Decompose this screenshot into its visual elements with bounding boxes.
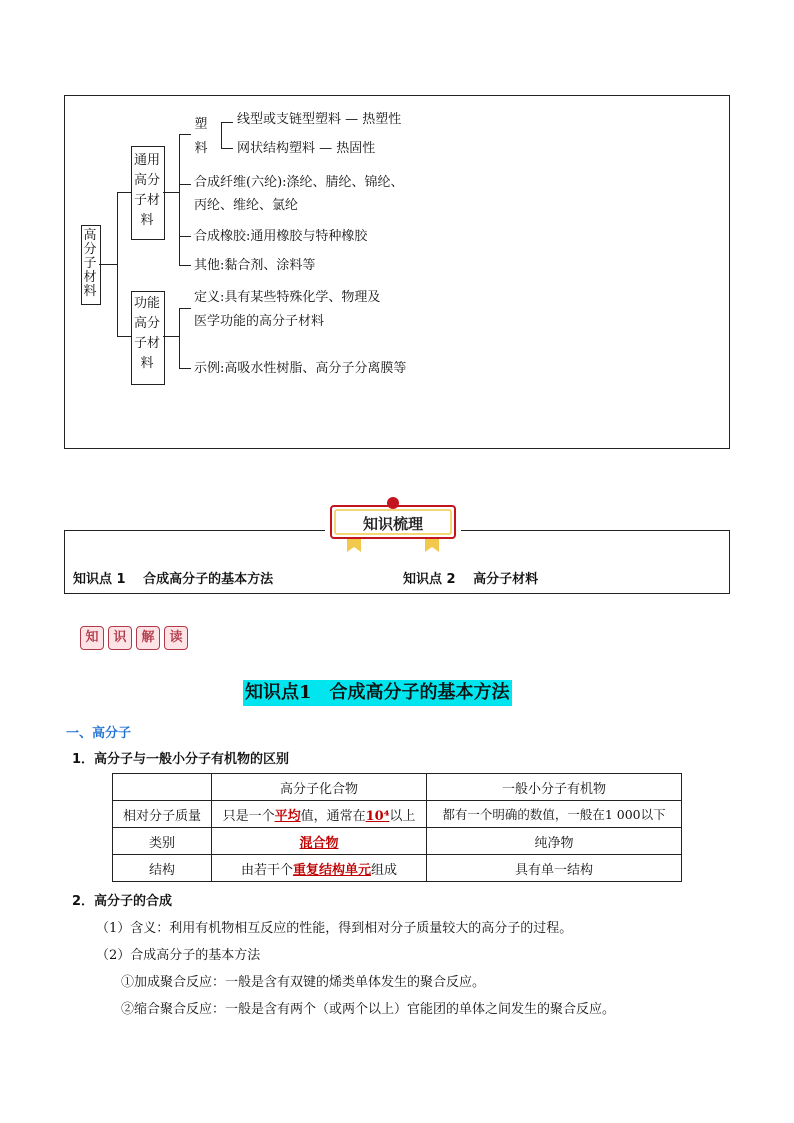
plastic-branch-1	[221, 122, 233, 123]
key-term: 重复结构单元	[292, 862, 371, 878]
key-term: 10⁴	[365, 808, 390, 824]
paragraph-methods: （2）合成高分子的基本方法	[96, 948, 261, 963]
key-term: 平均	[274, 808, 301, 824]
table-header-cell: 高分子化合物	[212, 774, 427, 801]
table-cell: 纯净物	[427, 828, 682, 855]
functional-connector-h	[163, 336, 179, 337]
general-connector-h	[163, 192, 179, 193]
cell-text: 由若干个	[240, 862, 293, 878]
functional-branch-example	[179, 368, 191, 369]
general-branch-other	[179, 265, 191, 266]
root-bracket-v	[117, 192, 118, 336]
row-label: 相对分子质量	[113, 801, 212, 828]
table-row	[113, 855, 682, 882]
badge-char-2: 识	[108, 626, 132, 650]
general-branch-fiber	[179, 184, 191, 185]
fiber-line-1: 合成纤维(六纶):涤纶、腈纶、锦纶、	[194, 175, 404, 190]
cell-text: 值，通常在	[300, 808, 366, 824]
paragraph-addition-polymerization: ①加成聚合反应：一般是含有双键的烯类单体发生的聚合反应。	[121, 975, 486, 990]
badge-char-3: 解	[136, 626, 160, 650]
fiber-line-2: 丙纶、维纶、氯纶	[194, 198, 299, 213]
functional-bracket-v	[179, 308, 180, 368]
subheading-difference: 1．高分子与一般小分子有机物的区别	[72, 752, 290, 767]
definition-line-2: 医学功能的高分子材料	[194, 314, 325, 329]
knowledge-reading-badge	[80, 626, 192, 650]
row-label: 类别	[113, 828, 212, 855]
table-row	[113, 828, 682, 855]
cell-text: 组成	[371, 862, 398, 878]
definition-line-1: 定义:具有某些特殊化学、物理及	[194, 290, 381, 305]
functional-materials-label: 功能高分子材料	[133, 296, 160, 371]
row-label: 结构	[113, 855, 212, 882]
subheading-synthesis: 2．高分子的合成	[72, 894, 173, 909]
review-knowledge-point-2[interactable]: 知识点 2 高分子材料	[403, 572, 539, 587]
table-cell	[212, 855, 427, 882]
cell-text: 只是一个	[222, 808, 275, 824]
table-cell	[212, 801, 427, 828]
rubber-item: 合成橡胶:通用橡胶与特种橡胶	[194, 229, 368, 244]
other-item: 其他:黏合剂、涂料等	[194, 258, 316, 273]
plastic-item-thermoset: 网状结构塑料 — 热固性	[237, 141, 376, 156]
plastic-label: 塑料	[194, 117, 208, 156]
example-item: 示例:高吸水性树脂、高分子分离膜等	[194, 361, 407, 376]
heading-polymers: 一、高分子	[66, 726, 132, 741]
general-bracket-v	[179, 134, 180, 265]
comparison-table	[112, 773, 682, 882]
badge-char-4: 读	[164, 626, 188, 650]
table-row	[113, 801, 682, 828]
key-term: 混合物	[299, 835, 339, 851]
cell-text: 以上	[389, 808, 416, 824]
plastic-bracket-v	[221, 122, 222, 148]
functional-branch-def	[179, 308, 191, 309]
plastic-item-thermoplastic: 线型或支链型塑料 — 热塑性	[237, 112, 402, 127]
review-knowledge-point-1[interactable]: 知识点 1 合成高分子的基本方法	[73, 572, 274, 587]
paragraph-condensation-polymerization: ②缩合聚合反应：一般是含有两个（或两个以上）官能团的单体之间发生的聚合反应。	[121, 1002, 616, 1017]
general-branch-rubber	[179, 236, 191, 237]
root-connector-h	[99, 264, 117, 265]
table-cell: 具有单一结构	[427, 855, 682, 882]
general-branch-plastic	[179, 134, 191, 135]
plastic-branch-2	[221, 148, 233, 149]
root-branch-top	[117, 192, 131, 193]
review-banner-title: 知识梳理	[362, 515, 423, 533]
table-header-cell	[113, 774, 212, 801]
badge-char-1: 知	[80, 626, 104, 650]
paragraph-meaning: （1）含义：利用有机物相互反应的性能，得到相对分子质量较大的高分子的过程。	[96, 921, 573, 936]
table-header-cell: 一般小分子有机物	[427, 774, 682, 801]
section-title: 知识点1 合成高分子的基本方法	[243, 680, 512, 706]
table-cell	[212, 828, 427, 855]
general-materials-label: 通用高分子材料	[133, 153, 160, 228]
root-branch-bottom	[117, 336, 131, 337]
table-cell: 都有一个明确的数值，一般在1 000以下	[427, 801, 682, 828]
table-header-row	[113, 774, 682, 801]
mindmap-root-label: 高分子材料	[83, 228, 97, 299]
